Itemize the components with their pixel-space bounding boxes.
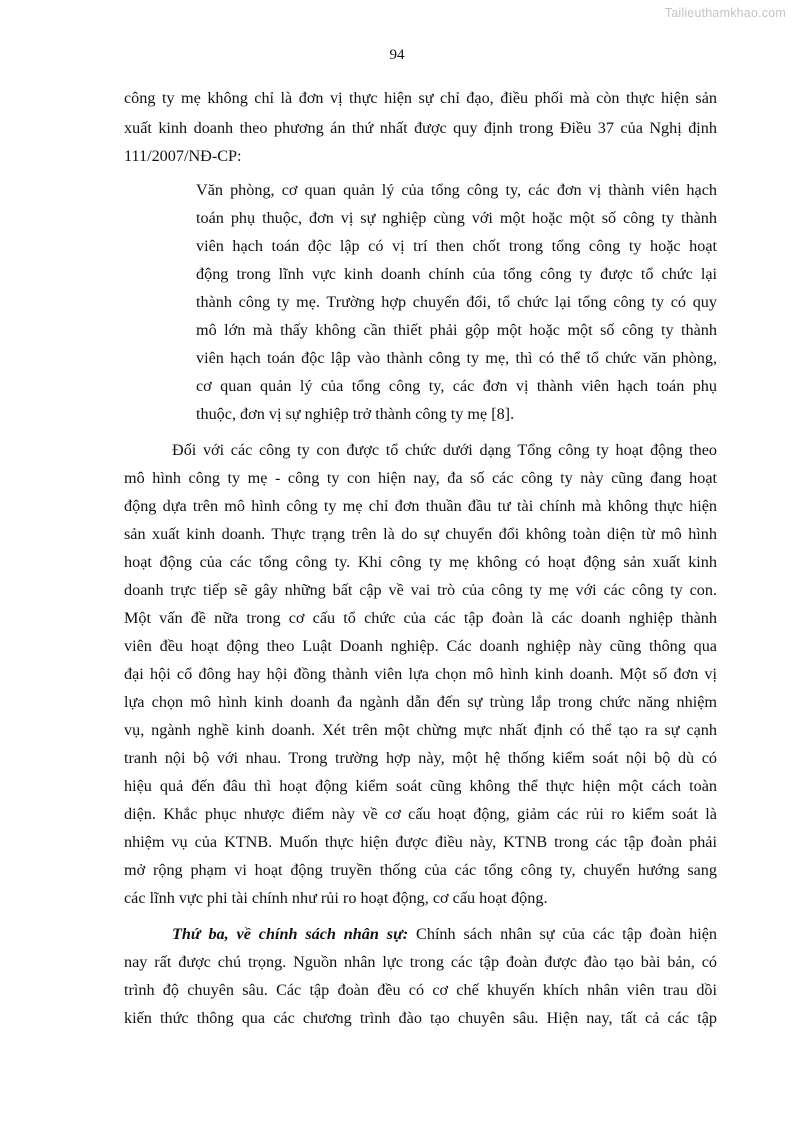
- text-line: đại hội cổ đông hay hội đồng thành viên lựa chọn mô hình kinh doanh. Một số đơn vị: [124, 665, 717, 683]
- text-line: hiệu quả đến đâu thì hoạt động kiểm soát cũng không thể thực hiện một cách toàn: [124, 777, 717, 795]
- page-number: 94: [389, 47, 405, 63]
- text-line: doanh trực tiếp sẽ gây những bất cập về vai trò của công ty mẹ với các công ty con.: [124, 581, 717, 599]
- text-line: công ty mẹ không chỉ là đơn vị thực hiện sự chỉ đạo, điều phối mà còn thực hiện sản: [124, 89, 717, 107]
- text-line: diện. Khắc phục nhược điểm này về cơ cấu hoạt động, giảm các rủi ro kiểm soát là: [124, 805, 717, 823]
- quote-line: viên hạch toán độc lập có vị trí then chốt trong tổng công ty hoặc hoạt: [196, 237, 717, 255]
- text-line: [172, 920, 717, 948]
- text-line: Đối với các công ty con được tổ chức dưới dạng Tổng công ty hoạt động theo: [172, 441, 717, 459]
- text-line: kiến thức thông qua các chương trình đào tạo chuyên sâu. Hiện nay, tất cả các tập: [124, 1009, 717, 1027]
- quote-line: viên hạch toán độc lập vào thành công ty mẹ, thì có thể tổ chức văn phòng,: [196, 349, 717, 367]
- text-line: tranh nội bộ với nhau. Trong trường hợp này, một hệ thống kiểm soát nội bộ dù có: [124, 749, 717, 767]
- section-emphasis: Thứ ba, về chính sách nhân sự:: [172, 925, 409, 943]
- text-line: Một vấn đề nữa trong cơ cấu tổ chức của các tập đoàn là các doanh nghiệp thành: [124, 609, 717, 627]
- text-line: lựa chọn mô hình kinh doanh đa ngành dẫn đến sự trùng lắp trong chức năng nhiệm: [124, 693, 717, 711]
- text-fragment: Chính sách nhân sự của các tập đoàn hiện: [416, 925, 717, 943]
- text-line: xuất kinh doanh theo phương án thứ nhất được quy định trong Điều 37 của Nghị định: [124, 119, 717, 137]
- text-line: mô hình công ty mẹ - công ty con hiện nay, đa số các công ty này cũng đang hoạt: [124, 469, 717, 487]
- quote-line: cơ quan quản lý của tổng công ty, các đơn vị thành viên hạch toán phụ: [196, 377, 717, 395]
- text-line: sản xuất kinh doanh. Thực trạng trên là do sự chuyển đổi không toàn diện từ mô hình: [124, 525, 717, 543]
- text-line: các lĩnh vực phi tài chính như rủi ro hoạt động, cơ cấu hoạt động.: [124, 889, 548, 907]
- text-line: hoạt động của các tổng công ty. Khi công ty mẹ không có hoạt động sản xuất kinh: [124, 553, 717, 571]
- text-line: 111/2007/NĐ-CP:: [124, 147, 242, 165]
- quote-line: động trong lĩnh vực kinh doanh chính của tổng công ty được tổ chức lại: [196, 265, 717, 283]
- text-line: viên đều hoạt động theo Luật Doanh nghiệp. Các doanh nghiệp này cũng thông qua: [124, 637, 717, 655]
- text-line: động dựa trên mô hình công ty mẹ chỉ đơn thuần đầu tư tài chính mà không thực hiện: [124, 497, 717, 515]
- text-line: trình độ chuyên sâu. Các tập đoàn đều có cơ chế khuyến khích nhân viên trau dồi: [124, 981, 717, 999]
- quote-line: toán phụ thuộc, đơn vị sự nghiệp cùng với một hoặc một số công ty thành: [196, 209, 717, 227]
- quote-line: thành công ty mẹ. Trường hợp chuyển đổi, tổ chức lại tổng công ty có quy: [196, 293, 717, 311]
- text-line: nhiệm vụ của KTNB. Muốn thực hiện được điều này, KTNB trong các tập đoàn phải: [124, 833, 717, 851]
- text-line: mở rộng phạm vi hoạt động truyền thống của các tổng công ty, chuyển hướng sang: [124, 861, 717, 879]
- quote-line: thuộc, đơn vị sự nghiệp trở thành công ty mẹ [8].: [196, 405, 515, 423]
- quote-line: Văn phòng, cơ quan quản lý của tổng công ty, các đơn vị thành viên hạch: [196, 181, 717, 199]
- text-line: nay rất được chú trọng. Nguồn nhân lực trong các tập đoàn được đào tạo bài bản, có: [124, 953, 717, 971]
- watermark: Tailieuthamkhao.com: [664, 6, 786, 20]
- text-line: vụ, ngành nghề kinh doanh. Xét trên một chừng mực nhất định có thể tạo ra sự cạnh: [124, 721, 717, 739]
- quote-line: mô lớn mà thấy không cần thiết phải gộp một hoặc một số công ty thành: [196, 321, 717, 339]
